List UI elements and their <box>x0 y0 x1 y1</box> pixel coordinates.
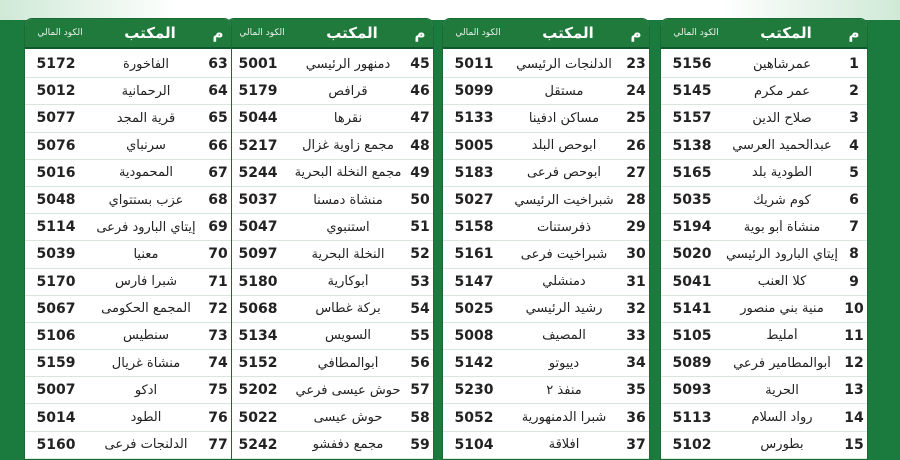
office-name: المحمودية <box>118 165 174 181</box>
financial-code: 5077 <box>36 110 76 127</box>
office-name: المصيف <box>542 328 586 344</box>
table-row <box>443 78 649 105</box>
financial-code: 5138 <box>672 137 712 154</box>
table-row <box>227 105 433 132</box>
row-number: 56 <box>410 355 430 372</box>
office-name: الرحمانية <box>121 83 171 99</box>
table-header <box>227 19 433 49</box>
row-number: 74 <box>208 355 228 372</box>
office-name: سرنباي <box>126 138 166 154</box>
financial-code: 5145 <box>672 83 712 100</box>
table-row <box>661 51 867 78</box>
row-number: 24 <box>626 83 646 100</box>
header-office: المكتب <box>124 24 176 42</box>
office-name: رواد السلام <box>751 410 813 426</box>
financial-code: 5244 <box>238 164 278 181</box>
financial-code: 5007 <box>36 382 76 399</box>
financial-code: 5179 <box>238 83 278 100</box>
financial-code: 5113 <box>672 409 712 426</box>
table-row <box>443 296 649 323</box>
table-row <box>227 350 433 377</box>
financial-code: 5005 <box>454 137 494 154</box>
header-office: المكتب <box>760 24 812 42</box>
office-name: رشيد الرئيسي <box>525 301 603 317</box>
row-number: 68 <box>208 192 228 209</box>
financial-code: 5161 <box>454 246 494 263</box>
table-row <box>227 241 433 268</box>
table-row <box>227 160 433 187</box>
office-name: عزب بستتواي <box>108 192 184 208</box>
financial-code: 5159 <box>36 355 76 372</box>
office-name: دمنهور الرئيسي <box>305 56 391 72</box>
table-row <box>443 269 649 296</box>
table-header <box>661 19 867 49</box>
financial-code: 5183 <box>454 164 494 181</box>
row-number: 25 <box>626 110 646 127</box>
row-number: 37 <box>626 436 646 453</box>
office-table <box>226 18 434 460</box>
table-row <box>443 350 649 377</box>
financial-code: 5172 <box>36 56 76 73</box>
financial-code: 5152 <box>238 355 278 372</box>
office-name: دييوتو <box>548 355 580 371</box>
financial-code: 5001 <box>238 56 278 73</box>
financial-code: 5012 <box>36 83 76 100</box>
financial-code: 5099 <box>454 83 494 100</box>
row-number: 12 <box>844 355 864 372</box>
office-name: إيتاي البارود فرعى <box>96 219 196 235</box>
office-name: استنبوي <box>326 219 370 235</box>
header-office: المكتب <box>542 24 594 42</box>
row-number: 69 <box>208 219 228 236</box>
financial-code: 5035 <box>672 192 712 209</box>
financial-code: 5142 <box>454 355 494 372</box>
office-table <box>442 18 650 460</box>
header-number: م <box>848 24 860 42</box>
header-number: م <box>212 24 224 42</box>
office-name: الطودية بلد <box>751 165 813 181</box>
row-number: 32 <box>626 300 646 317</box>
financial-code: 5039 <box>36 246 76 263</box>
financial-code: 5008 <box>454 327 494 344</box>
office-name: أبوالمطامير فرعي <box>733 355 831 371</box>
office-name: ابوحص فرعى <box>526 165 602 181</box>
financial-code: 5037 <box>238 192 278 209</box>
office-name: حوش عيسى <box>313 410 383 426</box>
office-table <box>660 18 868 460</box>
financial-code: 5158 <box>454 219 494 236</box>
row-number: 52 <box>410 246 430 263</box>
table-row <box>661 432 867 459</box>
row-number: 11 <box>844 327 864 344</box>
financial-code: 5052 <box>454 409 494 426</box>
office-name: منية بني منصور <box>740 301 824 317</box>
header-code: الكود المالي <box>37 28 83 38</box>
financial-code: 5105 <box>672 327 712 344</box>
office-name: إيتاي البارود الرئيسي <box>725 246 839 262</box>
financial-code: 5048 <box>36 192 76 209</box>
financial-code: 5180 <box>238 273 278 290</box>
table-row <box>661 350 867 377</box>
row-number: 49 <box>410 164 430 181</box>
financial-code: 5230 <box>454 382 494 399</box>
financial-code: 5156 <box>672 56 712 73</box>
office-name: أبوالمطافي <box>317 355 379 371</box>
table-row <box>443 241 649 268</box>
financial-code: 5025 <box>454 300 494 317</box>
table-row <box>25 377 231 404</box>
row-number: 57 <box>410 382 430 399</box>
table-row <box>443 214 649 241</box>
table-row <box>227 323 433 350</box>
row-number: 3 <box>849 110 859 127</box>
financial-code: 5027 <box>454 192 494 209</box>
row-number: 47 <box>410 110 430 127</box>
office-name: أمليط <box>766 328 798 344</box>
financial-code: 5068 <box>238 300 278 317</box>
table-row <box>443 105 649 132</box>
table-row <box>661 404 867 431</box>
table-row <box>227 432 433 459</box>
row-number: 36 <box>626 409 646 426</box>
table-row <box>443 187 649 214</box>
office-name: معنيا <box>133 246 159 262</box>
row-number: 46 <box>410 83 430 100</box>
financial-code: 5044 <box>238 110 278 127</box>
table-row <box>25 160 231 187</box>
row-number: 54 <box>410 300 430 317</box>
table-row <box>227 214 433 241</box>
financial-code: 5147 <box>454 273 494 290</box>
row-number: 67 <box>208 164 228 181</box>
header-office: المكتب <box>326 24 378 42</box>
office-name: مجمع النخلة البحرية <box>294 165 402 181</box>
table-row <box>443 160 649 187</box>
office-name: النخلة البحرية <box>311 246 385 262</box>
row-number: 29 <box>626 219 646 236</box>
row-number: 4 <box>849 137 859 154</box>
row-number: 64 <box>208 83 228 100</box>
financial-code: 5242 <box>238 436 278 453</box>
table-row <box>25 323 231 350</box>
table-row <box>661 160 867 187</box>
financial-code: 5093 <box>672 382 712 399</box>
office-name: قرية المجد <box>116 110 176 126</box>
header-code: الكود المالي <box>239 28 285 38</box>
office-name: منشأة أبو بوية <box>743 219 821 235</box>
table-row <box>227 51 433 78</box>
financial-code: 5106 <box>36 327 76 344</box>
office-name: الدلنجات الرئيسي <box>516 56 612 72</box>
table-row <box>443 377 649 404</box>
row-number: 70 <box>208 246 228 263</box>
row-number: 55 <box>410 327 430 344</box>
financial-code: 5160 <box>36 436 76 453</box>
office-name: الحرية <box>765 382 799 398</box>
office-name: مستقل <box>544 83 584 99</box>
row-number: 5 <box>849 164 859 181</box>
header-code: الكود المالي <box>455 28 501 38</box>
office-name: دمنشلي <box>542 274 586 290</box>
office-name: عمر مكرم <box>754 83 810 99</box>
table-row <box>661 187 867 214</box>
table-row <box>25 432 231 459</box>
row-number: 63 <box>208 56 228 73</box>
office-name: بركة غطاس <box>315 301 381 317</box>
row-number: 53 <box>410 273 430 290</box>
row-number: 13 <box>844 382 864 399</box>
financial-code: 5097 <box>238 246 278 263</box>
table-row <box>443 323 649 350</box>
background-banner <box>0 0 900 20</box>
row-number: 51 <box>410 219 430 236</box>
financial-code: 5102 <box>672 436 712 453</box>
row-number: 28 <box>626 192 646 209</box>
row-number: 75 <box>208 382 228 399</box>
table-row <box>661 323 867 350</box>
table-row <box>25 214 231 241</box>
office-name: كلا العنب <box>757 274 807 290</box>
table-row <box>25 241 231 268</box>
financial-code: 5089 <box>672 355 712 372</box>
table-row <box>25 269 231 296</box>
table-row <box>25 404 231 431</box>
office-name: نقرها <box>333 110 363 126</box>
row-number: 65 <box>208 110 228 127</box>
row-number: 66 <box>208 137 228 154</box>
financial-code: 5020 <box>672 246 712 263</box>
office-name: كوم شريك <box>753 192 811 208</box>
office-name: شبراخيت فرعى <box>520 246 608 262</box>
row-number: 23 <box>626 56 646 73</box>
office-name: الطود <box>130 410 162 426</box>
office-name: حوش عيسى فرعي <box>295 382 401 398</box>
row-number: 34 <box>626 355 646 372</box>
financial-code: 5016 <box>36 164 76 181</box>
row-number: 1 <box>849 56 859 73</box>
header-code: الكود المالي <box>673 28 719 38</box>
office-name: مجمع زاوية غزال <box>302 138 394 154</box>
table-row <box>661 296 867 323</box>
row-number: 8 <box>849 246 859 263</box>
office-name: قرافص <box>328 83 368 99</box>
row-number: 71 <box>208 273 228 290</box>
office-name: منشأة دمسنا <box>313 192 383 208</box>
header-number: م <box>414 24 426 42</box>
row-number: 31 <box>626 273 646 290</box>
financial-code: 5157 <box>672 110 712 127</box>
office-name: الفاخورة <box>123 56 169 72</box>
table-row <box>227 404 433 431</box>
table-row <box>25 78 231 105</box>
financial-code: 5041 <box>672 273 712 290</box>
financial-code: 5067 <box>36 300 76 317</box>
financial-code: 5076 <box>36 137 76 154</box>
table-row <box>227 133 433 160</box>
office-name: سنطيس <box>123 328 169 344</box>
office-name: افلاقة <box>548 437 580 453</box>
table-row <box>25 51 231 78</box>
table-row <box>443 432 649 459</box>
table-row <box>661 269 867 296</box>
financial-code: 5022 <box>238 409 278 426</box>
table-row <box>227 377 433 404</box>
row-number: 58 <box>410 409 430 426</box>
table-row <box>227 187 433 214</box>
table-row <box>25 187 231 214</box>
row-number: 59 <box>410 436 430 453</box>
financial-code: 5014 <box>36 409 76 426</box>
financial-code: 5133 <box>454 110 494 127</box>
table-header <box>443 19 649 49</box>
office-name: صلاح الدين <box>752 110 812 126</box>
row-number: 27 <box>626 164 646 181</box>
table-row <box>661 241 867 268</box>
row-number: 33 <box>626 327 646 344</box>
row-number: 50 <box>410 192 430 209</box>
table-row <box>25 133 231 160</box>
office-name: مجمع دففشو <box>312 437 384 453</box>
row-number: 72 <box>208 300 228 317</box>
row-number: 77 <box>208 436 228 453</box>
row-number: 45 <box>410 56 430 73</box>
table-row <box>661 377 867 404</box>
office-name: السويس <box>324 328 372 344</box>
office-name: ادكو <box>134 382 158 398</box>
table-row <box>661 105 867 132</box>
table-row <box>227 269 433 296</box>
table-row <box>443 51 649 78</box>
office-name: عمرشاهين <box>753 56 811 72</box>
financial-code: 5170 <box>36 273 76 290</box>
table-row <box>661 78 867 105</box>
row-number: 35 <box>626 382 646 399</box>
table-row <box>25 350 231 377</box>
office-name: منشأة غريال <box>111 355 181 371</box>
financial-code: 5194 <box>672 219 712 236</box>
row-number: 2 <box>849 83 859 100</box>
office-name: ابوحص البلد <box>531 138 597 154</box>
row-number: 14 <box>844 409 864 426</box>
table-row <box>443 133 649 160</box>
header-number: م <box>630 24 642 42</box>
financial-code: 5104 <box>454 436 494 453</box>
office-name: أبوكارية <box>327 274 369 290</box>
row-number: 73 <box>208 327 228 344</box>
financial-code: 5011 <box>454 56 494 73</box>
office-name: مساكن ادفينا <box>528 110 600 126</box>
table-header <box>25 19 231 49</box>
table-row <box>227 296 433 323</box>
financial-code: 5165 <box>672 164 712 181</box>
financial-code: 5114 <box>36 219 76 236</box>
table-row <box>25 296 231 323</box>
financial-code: 5202 <box>238 382 278 399</box>
office-name: شبرا الدمنهورية <box>521 410 607 426</box>
financial-code: 5134 <box>238 327 278 344</box>
row-number: 15 <box>844 436 864 453</box>
table-row <box>25 105 231 132</box>
row-number: 10 <box>844 300 864 317</box>
table-row <box>661 214 867 241</box>
row-number: 9 <box>849 273 859 290</box>
row-number: 26 <box>626 137 646 154</box>
office-name: منفذ ٢ <box>546 382 582 398</box>
financial-code: 5217 <box>238 137 278 154</box>
office-name: الدلنجات فرعى <box>104 437 188 453</box>
office-name: ذفرستنات <box>536 219 592 235</box>
table-row <box>661 133 867 160</box>
table-row <box>443 404 649 431</box>
row-number: 6 <box>849 192 859 209</box>
office-name: شبرا فارس <box>114 274 178 290</box>
row-number: 7 <box>849 219 859 236</box>
office-name: بطورس <box>760 437 804 453</box>
office-name: المجمع الحكومى <box>101 301 191 317</box>
financial-code: 5047 <box>238 219 278 236</box>
row-number: 76 <box>208 409 228 426</box>
row-number: 30 <box>626 246 646 263</box>
table-row <box>227 78 433 105</box>
office-name: عبدالحميد العرسي <box>732 138 832 154</box>
office-table <box>24 18 232 460</box>
row-number: 48 <box>410 137 430 154</box>
financial-code: 5141 <box>672 300 712 317</box>
office-name: شبراخيت الرئيسي <box>514 192 614 208</box>
